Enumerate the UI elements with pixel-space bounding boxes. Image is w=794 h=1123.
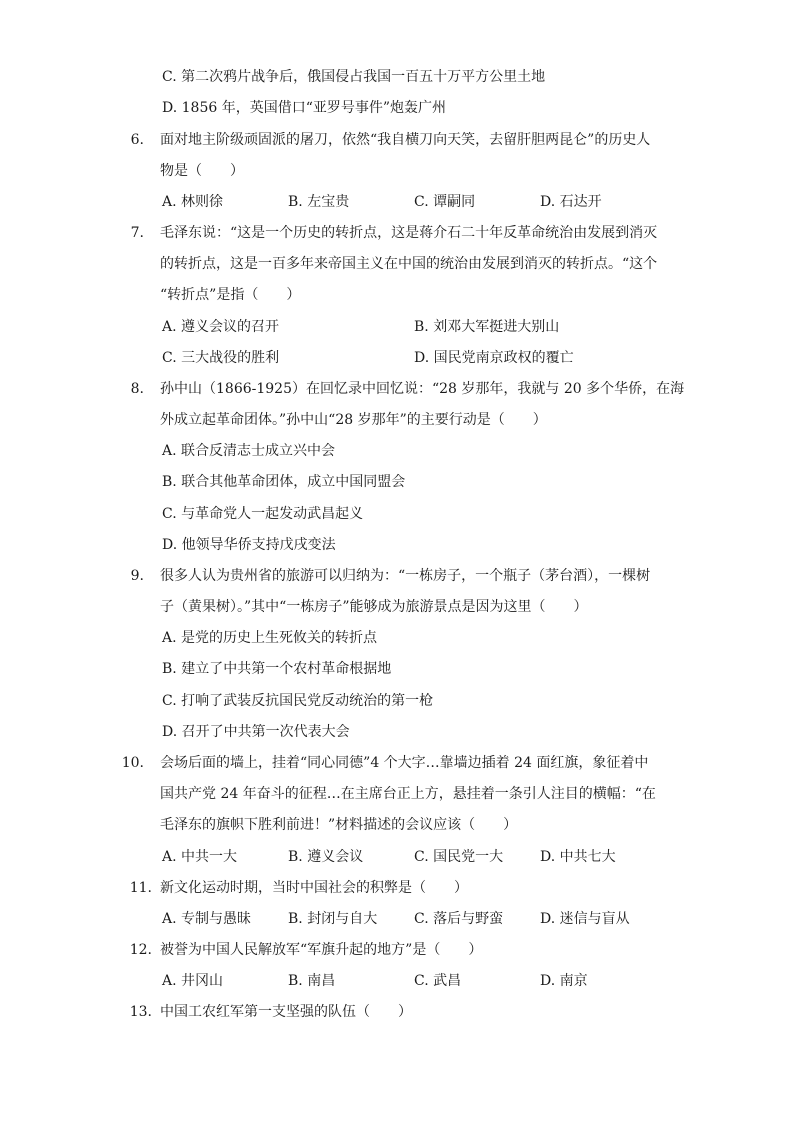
q10-number: 10. <box>121 755 144 771</box>
q9-option-c: C. 打响了武装反抗国民党反动统治的第一枪 <box>162 693 434 709</box>
q12-option-b: B. 南昌 <box>288 973 336 989</box>
q12-option-a: A. 井冈山 <box>162 973 224 989</box>
q8-stem-line2: 外成立起革命团体。”孙中山“28 岁那年”的主要行动是（ ） <box>160 412 547 428</box>
q6-option-a: A. 林则徐 <box>162 194 224 210</box>
q9-stem-line1: 很多人认为贵州省的旅游可以归纳为：“一栋房子，一个瓶子（茅台酒），一棵树 <box>160 568 651 584</box>
q13-number: 13. <box>129 1004 152 1020</box>
q11-option-d: D. 迷信与盲从 <box>540 911 630 927</box>
q10-stem-line1: 会场后面的墙上，挂着“同心同德”4 个大字…靠墙边插着 24 面红旗，象征着中 <box>160 755 649 771</box>
q7-stem-line1: 毛泽东说：“这是一个历史的转折点，这是蒋介石二十年反革命统治由发展到消灭 <box>160 225 658 241</box>
q8-number: 8. <box>130 381 144 397</box>
q10-stem-line2: 国共产党 24 年奋斗的征程…在主席台正上方，悬挂着一条引人注目的横幅：“在 <box>160 786 656 802</box>
q5-option-d: D. 1856 年，英国借口“亚罗号事件”炮轰广州 <box>162 100 447 116</box>
q5-option-c: C. 第二次鸦片战争后，俄国侵占我国一百五十万平方公里土地 <box>162 69 546 85</box>
q6-option-c: C. 谭嗣同 <box>414 194 476 210</box>
q7-stem-line2: 的转折点，这是一百多年来帝国主义在中国的统治由发展到消灭的转折点。“这个 <box>160 256 658 272</box>
q10-option-c: C. 国民党一大 <box>414 849 504 865</box>
q6-option-b: B. 左宝贵 <box>288 194 350 210</box>
q7-number: 7. <box>130 225 144 241</box>
q10-stem-line3: 毛泽东的旗帜下胜利前进！”材料描述的会议应该（ ） <box>160 817 518 833</box>
q8-option-d: D. 他领导华侨支持戊戌变法 <box>162 537 336 553</box>
q9-option-b: B. 建立了中共第一个农村革命根据地 <box>162 661 392 677</box>
q12-number: 12. <box>129 942 152 958</box>
q9-stem-line2: 子（黄果树）。”其中“一栋房子”能够成为旅游景点是因为这里（ ） <box>160 599 588 615</box>
q12-option-d: D. 南京 <box>540 973 588 989</box>
q13-stem-line1: 中国工农红军第一支坚强的队伍（ ） <box>160 1004 412 1020</box>
q7-option-c: C. 三大战役的胜利 <box>162 350 280 366</box>
q6-stem-line1: 面对地主阶级顽固派的屠刀，依然“我自横刀向天笑，去留肝胆两昆仑”的历史人 <box>160 132 651 148</box>
q8-option-c: C. 与革命党人一起发动武昌起义 <box>162 506 364 522</box>
q12-option-c: C. 武昌 <box>414 973 462 989</box>
q9-option-d: D. 召开了中共第一次代表大会 <box>162 724 350 740</box>
q11-number: 11. <box>129 880 152 896</box>
q10-option-d: D. 中共七大 <box>540 849 616 865</box>
q10-option-b: B. 遵义会议 <box>288 849 364 865</box>
q7-option-b: B. 刘邓大军挺进大别山 <box>414 319 560 335</box>
q10-option-a: A. 中共一大 <box>162 849 238 865</box>
q11-option-a: A. 专制与愚昧 <box>162 911 252 927</box>
q6-stem-line2: 物是（ ） <box>160 163 244 179</box>
q6-number: 6. <box>130 132 144 148</box>
q11-option-b: B. 封闭与自大 <box>288 911 378 927</box>
q8-option-b: B. 联合其他革命团体，成立中国同盟会 <box>162 474 406 490</box>
q7-stem-line3: “转折点”是指（ ） <box>160 287 301 303</box>
q9-option-a: A. 是党的历史上生死攸关的转折点 <box>162 630 378 646</box>
q8-stem-line1: 孙中山（1866-1925）在回忆录中回忆说：“28 岁那年，我就与 20 多个华侨，在海 <box>160 381 685 397</box>
q12-stem-line1: 被誉为中国人民解放军“军旗升起的地方”是（ ） <box>160 942 483 958</box>
q8-option-a: A. 联合反清志士成立兴中会 <box>162 443 336 459</box>
q11-option-c: C. 落后与野蛮 <box>414 911 504 927</box>
q6-option-d: D. 石达开 <box>540 194 602 210</box>
q11-stem-line1: 新文化运动时期，当时中国社会的积弊是（ ） <box>160 880 468 896</box>
q9-number: 9. <box>130 568 144 584</box>
q7-option-d: D. 国民党南京政权的覆亡 <box>414 350 574 366</box>
q7-option-a: A. 遵义会议的召开 <box>162 319 280 335</box>
